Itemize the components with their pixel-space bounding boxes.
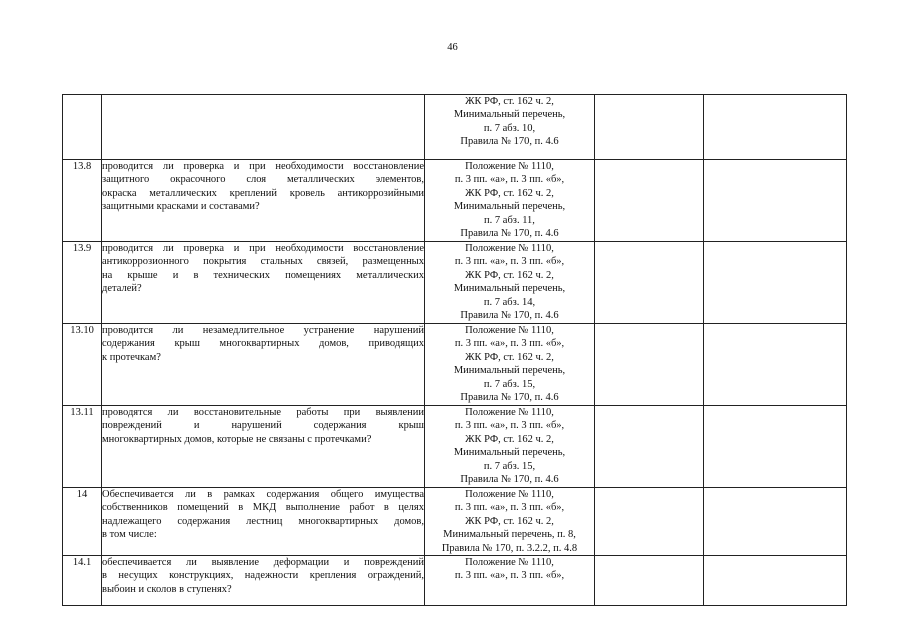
question-line: многоквартирных домов, которые не связаны с протечками?: [102, 433, 372, 445]
legal-reference-line: п. 3 пп. «а», п. 3 пп. «б»,: [454, 338, 565, 350]
question-line: к протечкам?: [102, 351, 161, 363]
legal-reference-line: Минимальный перечень,: [453, 447, 566, 459]
page-number: 46: [447, 42, 458, 53]
legal-reference-cell: [425, 324, 595, 406]
answer-cell[interactable]: [595, 242, 704, 324]
legal-reference-line: Минимальный перечень,: [453, 201, 566, 213]
legal-reference-line: Положение № 1110,: [465, 325, 554, 336]
table-body: [63, 95, 847, 606]
question-cell: [102, 95, 425, 160]
legal-reference-line: Положение № 1110,: [465, 557, 554, 569]
table-row: [63, 324, 847, 406]
question-line: проводится ли незамедлительное устранение нарушений: [102, 325, 424, 336]
item-number: 14: [63, 488, 102, 556]
question-cell: [102, 406, 425, 488]
question-line: проводится ли проверка и при необходимости восстановление: [102, 243, 424, 254]
legal-reference-line: ЖК РФ, ст. 162 ч. 2,: [465, 269, 554, 281]
question-line: защитного окрасочного слоя металлических элементов,: [102, 174, 424, 186]
question-line: антикоррозионного покрытия стальных связей, размещенных: [102, 256, 424, 268]
question-line: в несущих конструкциях, надежности крепления ограждений,: [102, 570, 424, 582]
legal-reference-line: Положение № 1110,: [465, 243, 554, 254]
legal-reference-line: п. 3 пп. «а», п. 3 пп. «б»,: [454, 502, 565, 514]
question-line: проводятся ли восстановительные работы при выявлении: [102, 407, 424, 418]
item-number: 13.11: [63, 406, 102, 488]
question-line: обеспечивается ли выявление деформации и повреждений: [102, 557, 424, 569]
item-number: [63, 95, 102, 160]
legal-reference-line: Минимальный перечень,: [453, 109, 566, 121]
table-row: [63, 406, 847, 488]
note-cell[interactable]: [704, 406, 847, 488]
note-cell[interactable]: [704, 95, 847, 160]
legal-reference-line: Минимальный перечень,: [453, 365, 566, 377]
question-line: собственников помещений в МКД выполнение работ в целях: [102, 502, 424, 514]
item-number: 13.10: [63, 324, 102, 406]
item-number: 13.8: [63, 160, 102, 242]
legal-reference-line: п. 7 абз. 15,: [483, 460, 536, 472]
item-number: 14.1: [63, 556, 102, 606]
legal-reference-line: п. 3 пп. «а», п. 3 пп. «б»,: [454, 174, 565, 186]
legal-reference-line: п. 7 абз. 15,: [483, 378, 536, 390]
legal-reference-line: Правила № 170, п. 4.6: [460, 136, 559, 148]
legal-reference-line: ЖК РФ, ст. 162 ч. 2,: [465, 187, 554, 199]
legal-reference-cell: [425, 242, 595, 324]
table-row: [63, 488, 847, 556]
question-line: надлежащего содержания лестниц многоквартирных домов,: [102, 515, 424, 527]
legal-reference-line: п. 3 пп. «а», п. 3 пп. «б»,: [454, 420, 565, 432]
answer-cell[interactable]: [595, 160, 704, 242]
table-row: [63, 242, 847, 324]
table-row: [63, 556, 847, 606]
note-cell[interactable]: [704, 242, 847, 324]
legal-reference-line: Правила № 170, п. 4.6: [460, 474, 559, 486]
legal-reference-line: Правила № 170, п. 4.6: [460, 392, 559, 404]
question-line: в том числе:: [102, 529, 157, 541]
legal-reference-line: ЖК РФ, ст. 162 ч. 2,: [465, 433, 554, 445]
question-line: Обеспечивается ли в рамках содержания общего имущества: [102, 489, 424, 500]
question-cell: [102, 160, 425, 242]
legal-reference-line: ЖК РФ, ст. 162 ч. 2,: [465, 96, 554, 107]
legal-reference-line: Правила № 170, п. 3.2.2, п. 4.8: [441, 542, 578, 554]
table-row: [63, 95, 847, 160]
legal-reference-line: Правила № 170, п. 4.6: [460, 310, 559, 322]
question-line: содержания крыш многоквартирных домов, приводящих: [102, 338, 424, 350]
legal-reference-line: Положение № 1110,: [465, 161, 554, 172]
legal-reference-cell: [425, 488, 595, 556]
note-cell[interactable]: [704, 160, 847, 242]
question-line: выбоин и сколов в ступенях?: [102, 583, 232, 595]
answer-cell[interactable]: [595, 324, 704, 406]
answer-cell[interactable]: [595, 488, 704, 556]
legal-reference-line: Положение № 1110,: [465, 489, 554, 500]
legal-reference-line: ЖК РФ, ст. 162 ч. 2,: [465, 351, 554, 363]
question-line: проводится ли проверка и при необходимости восстановление: [102, 161, 424, 172]
question-cell: [102, 556, 425, 606]
legal-reference-line: п. 7 абз. 10,: [483, 122, 536, 134]
legal-reference-cell: [425, 95, 595, 160]
legal-reference-cell: [425, 160, 595, 242]
legal-reference-line: п. 3 пп. «а», п. 3 пп. «б»,: [454, 570, 565, 582]
legal-reference-line: Положение № 1110,: [465, 407, 554, 418]
question-line: защитными красками и составами?: [102, 201, 260, 213]
question-cell: [102, 488, 425, 556]
legal-reference-line: п. 7 абз. 14,: [483, 296, 536, 308]
question-cell: [102, 324, 425, 406]
legal-reference-cell: [425, 406, 595, 488]
question-line: деталей?: [102, 283, 142, 295]
legal-reference-line: Правила № 170, п. 4.6: [460, 228, 559, 240]
table-row: [63, 160, 847, 242]
legal-reference-line: ЖК РФ, ст. 162 ч. 2,: [465, 515, 554, 527]
legal-reference-line: Минимальный перечень,: [453, 283, 566, 295]
legal-reference-cell: [425, 556, 595, 606]
note-cell[interactable]: [704, 324, 847, 406]
question-cell: [102, 242, 425, 324]
legal-reference-line: п. 3 пп. «а», п. 3 пп. «б»,: [454, 256, 565, 268]
item-number: 13.9: [63, 242, 102, 324]
note-cell[interactable]: [704, 556, 847, 606]
answer-cell[interactable]: [595, 95, 704, 160]
checklist-table: [62, 94, 847, 606]
question-line: на крыше и в технических помещениях металлических: [102, 269, 424, 281]
note-cell[interactable]: [704, 488, 847, 556]
legal-reference-line: п. 7 абз. 11,: [484, 214, 535, 226]
question-line: повреждений и нарушений содержания крыш: [102, 420, 424, 432]
answer-cell[interactable]: [595, 406, 704, 488]
answer-cell[interactable]: [595, 556, 704, 606]
question-line: окраска металлических креплений кровель антикоррозийными: [102, 187, 424, 199]
legal-reference-line: Минимальный перечень, п. 8,: [443, 529, 576, 541]
